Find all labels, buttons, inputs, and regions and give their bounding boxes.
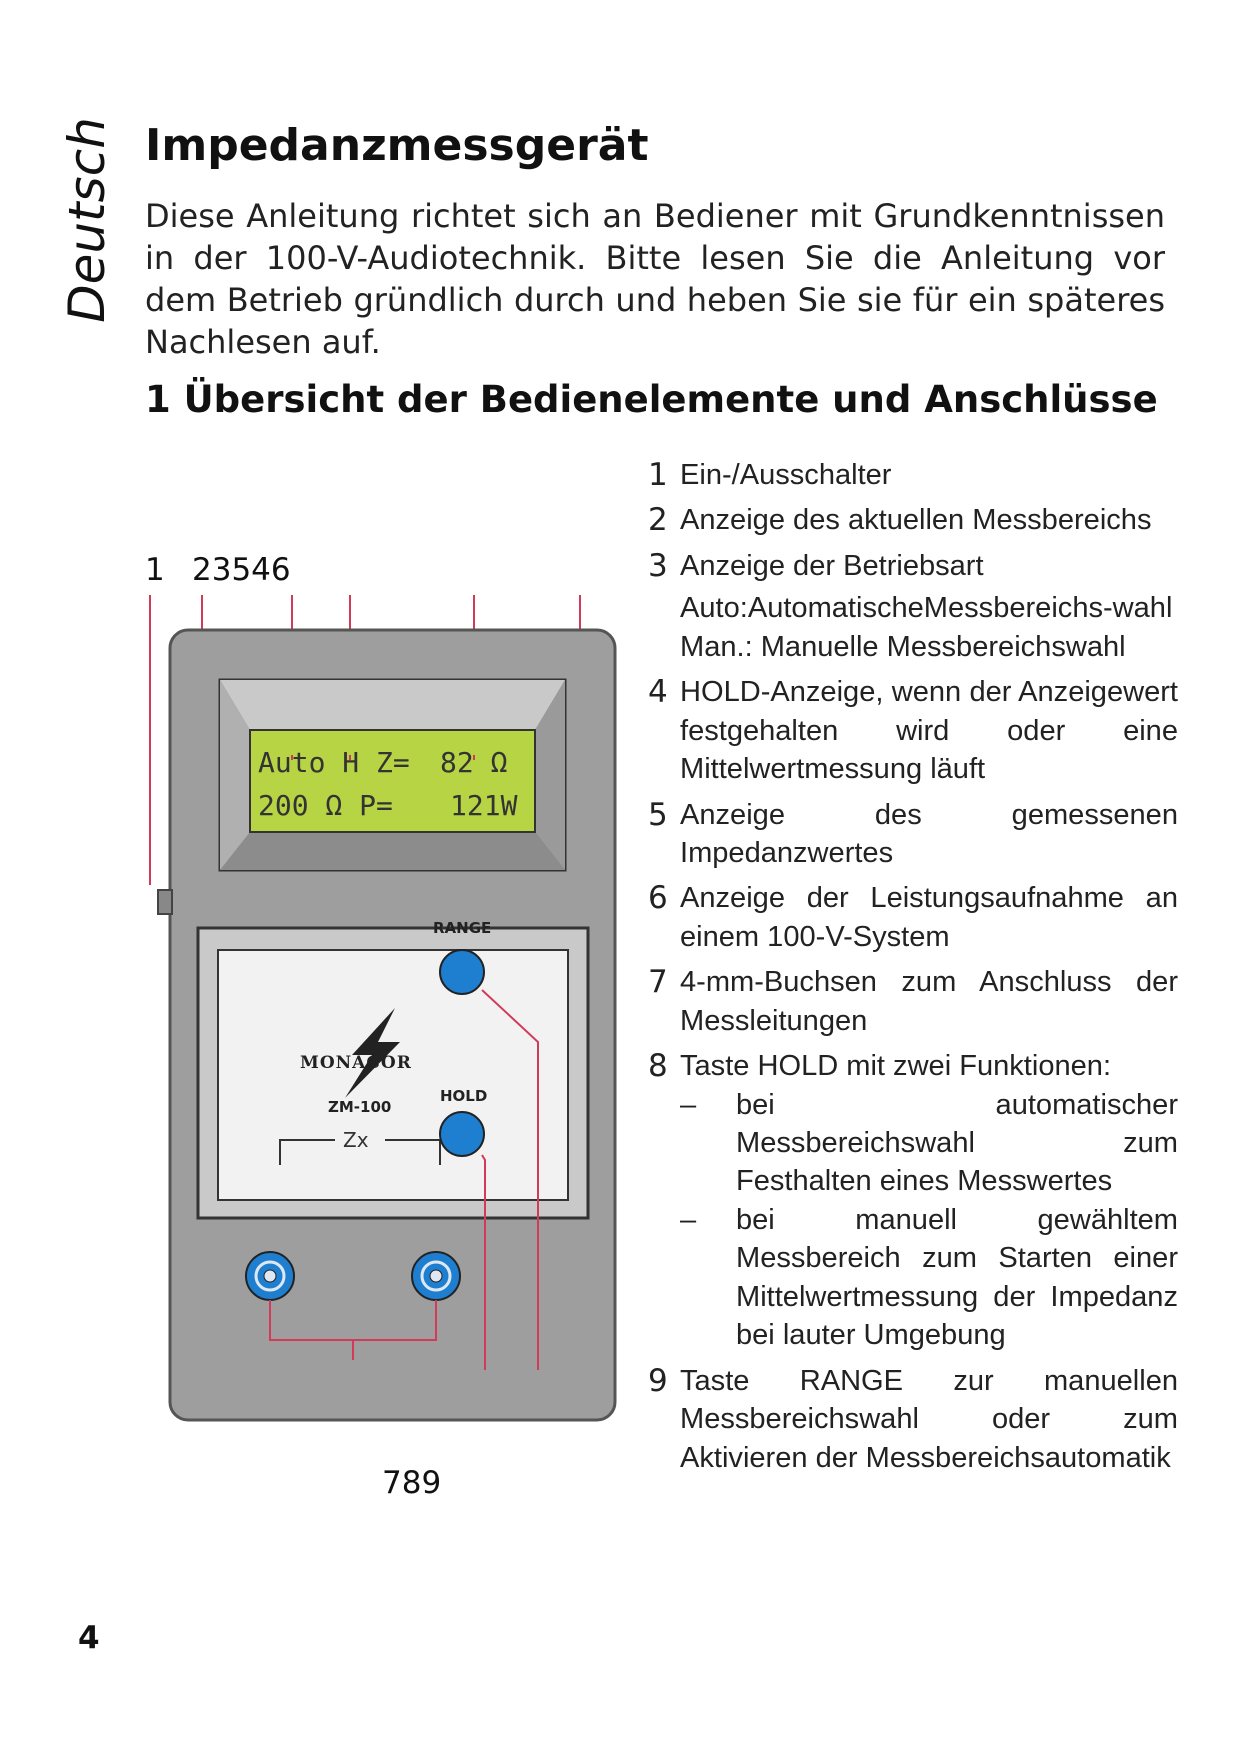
lcd-line1-left: Auto H Z= — [258, 746, 410, 779]
section-heading: 1 Übersicht der Bedienelemente und Anschlüsse — [145, 378, 1158, 421]
zx-label: Zx — [343, 1128, 369, 1152]
mode-sublist: Auto:AutomatischeMessbereichs-wahl Man.: Manuelle Messbereichswahl — [680, 592, 1173, 663]
page-title: Impedanzmessgerät — [145, 120, 649, 171]
hold-function-list: – bei automatischer Messbereichswahl zum Festhalten eines Messwertes – bei manuell gewähltem Messbereich zum Starten einer Mittelwertmessung der Impedanz bei lauter Umgebung — [680, 1088, 1178, 1352]
list-item: 1 Ein-/Ausschalter — [648, 457, 892, 493]
page-number: 4 — [78, 1620, 100, 1656]
list-item: 3 Anzeige der Betriebsart Auto:AutomatischeMessbereichs-wahl Man.: Manuelle Messbereichswahl — [648, 547, 1178, 666]
lcd-line1-right: 82 Ω — [440, 746, 508, 779]
figure-label-1: 1 — [145, 552, 165, 588]
list-item: 8 Taste HOLD mit zwei Funktionen: – bei automatischer Messbereichswahl zum Festhalten eines Messwertes – bei manuell gewähltem Messbereich zum Starten einer Mittelwertmessung der Impedanz bei lauter Umgebung — [648, 1047, 1178, 1355]
panel-face — [218, 950, 568, 1200]
hold-button — [440, 1112, 484, 1156]
device-figure — [140, 550, 640, 1520]
hold-label: HOLD — [440, 1087, 488, 1105]
intro-paragraph: Diese Anleitung richtet sich an Bediener mit Grundkenntnissen in der 100-V-Audiotechnik. Bitte lesen Sie die Anleitung vor dem Betrieb gründlich durch und heben Sie sie für ein späteres Nachlesen auf. — [145, 197, 1165, 361]
range-label: RANGE — [433, 919, 492, 937]
lcd-line2-right: 121W — [450, 789, 518, 822]
brand-name: MONACOR — [300, 1053, 412, 1073]
power-switch — [158, 890, 172, 914]
figure-label-23546: 23546 — [192, 552, 291, 588]
jack-left — [246, 1252, 294, 1300]
list-item: 9 Taste RANGE zur manuellen Messbereichswahl oder zum Aktivieren der Messbereichsautomatik — [648, 1362, 1178, 1474]
list-item: 5 Anzeige des gemessenen Impedanzwertes — [648, 796, 1178, 869]
range-button — [440, 950, 484, 994]
language-label: Deutsch — [58, 117, 116, 323]
list-item: 2 Anzeige des aktuellen Messbereichs — [648, 502, 1152, 539]
language-tab — [58, 117, 116, 323]
list-item: 4 HOLD-Anzeige, wenn der Anzeigewert festgehalten wird oder eine Mittelwertmessung läuft — [648, 674, 1178, 786]
control-list — [648, 456, 1178, 1484]
list-item: 6 Anzeige der Leistungsaufnahme an einem 100-V-System — [648, 880, 1178, 953]
figure-label-789: 789 — [382, 1465, 442, 1501]
lcd-line2-left: 200 Ω P= — [258, 789, 393, 822]
model-label: ZM-100 — [328, 1098, 392, 1116]
list-item: 7 4-mm-Buchsen zum Anschluss der Messleitungen — [648, 964, 1178, 1037]
jack-right — [412, 1252, 460, 1300]
